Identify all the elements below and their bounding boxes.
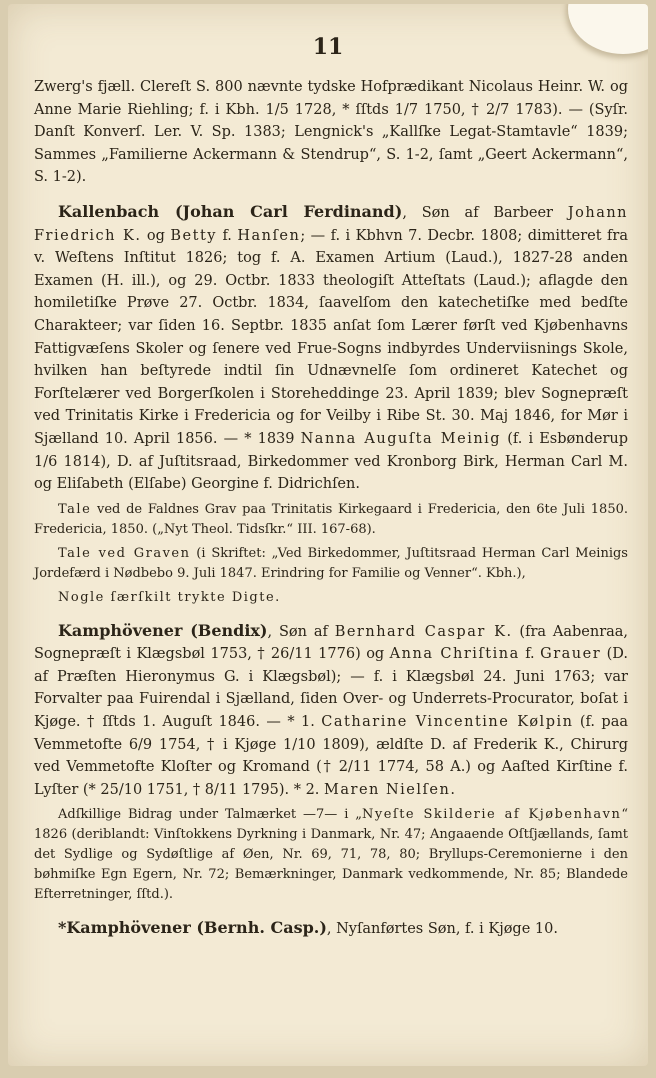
text-run: , Søn af <box>267 623 335 640</box>
note-paragraph <box>34 500 628 540</box>
text-run: (f. i Esbønderup 1/6 1814), D. af Juſtitsraad, Birkedommer ved Kronborg Birk, Herman Carl M. og Eliſabeth (Elſabe) Georgine f. Didrichſen. <box>34 430 628 493</box>
spaced-name: Anna Chriſtina <box>389 646 520 663</box>
text-run: Adſkillige Bidrag under Talmærket —7— i „ <box>58 807 362 823</box>
text-run: f. <box>216 227 238 244</box>
spaced-name: Bernhard Caspar K. <box>334 623 513 640</box>
page-number: 11 <box>312 34 344 60</box>
text-run: . <box>450 781 455 798</box>
book-page <box>8 4 648 1066</box>
text-run: , Nyſanførtes Søn, f. i Kjøge 10. <box>326 921 558 938</box>
text-run: (D. af Præſten Hieronymus G. i Klægsbøl); — f. i Klægsbøl 24. Juni 1763; var Forvalter paa Fuirendal i Sjælland, ſiden Over- og Underrets-Procurator, boſat i Kjøge. † ſſtds 1. Auguſt 1846. — * 1. <box>34 646 628 731</box>
text-run: (fra Aabenraa, Sognepræſt i Klægsbøl 1753, † 26/11 1776) og <box>34 623 629 663</box>
note-paragraph <box>34 588 628 608</box>
page-text <box>34 76 628 941</box>
spaced-name: Catharine Vincentine Kølpin <box>321 714 574 731</box>
text-run: Zwerg's fjæll. Clereſt S. 800 nævnte tydske Hofprædikant Nicolaus Heinr. W. og Anne Marie Riehling; f. i Kbh. 1/5 1728, * ſſtds 1/7 1750, † 2/7 1783). — (Syſr. Danſt Konverſ. Ler. V. Sp. 1383; Lengnick's „Kallſke Legat-Stamtavle“ 1839; Sammes „Familierne Ackermann & Stendrup“, S. 1-2, ſamt „Geert Ackermann“, S. 1-2). <box>34 79 628 186</box>
entry-heading: *Kamphövener (Bernh. Casp.) <box>58 918 327 938</box>
note-paragraph <box>34 805 628 905</box>
spaced-name: Nanna Auguſta Meinig <box>300 430 502 447</box>
spaced-name: Grauer <box>540 646 602 663</box>
text-paragraph <box>34 76 628 189</box>
spaced-name: Johann Friedrich K. <box>34 204 629 244</box>
spaced-name: Betty <box>170 227 217 244</box>
entry-paragraph <box>34 917 628 941</box>
text-run: (i Skriftet: „Ved Birkedommer, Juſtitsraad Herman Carl Meinigs Jordefærd i Nødbebo 9. Juli 1847. Erindring for Familie og Venner“. Kbh.), <box>34 545 628 581</box>
spaced-name: Tale ved Graven <box>58 545 191 561</box>
entry-paragraph <box>34 620 628 802</box>
text-run: , Søn af Barbeer <box>402 204 568 221</box>
entry-heading: Kallenbach (Johan Carl Ferdinand) <box>58 201 403 221</box>
spaced-name: Nyeſte Skilderie af Kjøbenhavn <box>361 807 622 823</box>
spaced-name: Maren Nielſen <box>324 781 451 798</box>
text-run: og <box>141 227 171 244</box>
text-run: ; — f. i Kbhvn 7. Decbr. 1808; dimitteret fra v. Weſtens Inſtitut 1826; tog f. A. Examen Artium (Laud.), 1827-28 anden Examen (H. ill.), og 29. Octbr. 1833 theologiſt Atteſtats (Laud.); aflagde den homiletiſke Prøve 27. Octbr. 1834, ſaavelſom den katechetiſke med bedſte Charakteer; var ſiden 16. Septbr. 1835 anſat ſom Lærer førſt ved Kjøbenhavns Fattigvæſens Skoler og ſenere ved Frue-Sogns indbyrdes Underviisnings Skole, hvilken han beſtyrede indtil ſin Udnævnelſe ſom ordineret Katechet og Forſtelærer ved Borgerſkolen i Storeheddinge 23. April 1839; blev Sognepræſt ved Trinitatis Kirke i Fredericia og for Veilby i Ribe St. 30. Maj 1846, for Mør i Sjælland 10. April 1856. — * 1839 <box>34 227 628 447</box>
spaced-name: Hanſen <box>237 227 301 244</box>
note-paragraph <box>34 544 628 584</box>
spaced-name: Nogle ſærſkilt trykte Digte. <box>58 589 281 605</box>
entry-paragraph <box>34 201 628 496</box>
text-run: “ 1826 (deriblandt: Vinſtokkens Dyrkning i Danmark, Nr. 47; Angaaende Oſtſjællands, ſamt det Sydlige og Sydøſtlige af Øen, Nr. 69, 71, 78, 80; Bryllups-Ceremonierne i den bøhmiſke Egn Egern, Nr. 72; Bemærkninger, Danmark vedkommende, Nr. 85; Blandede Efterretninger, ſſtd.). <box>34 807 628 903</box>
text-run: ved de Faldnes Grav paa Trinitatis Kirkegaard i Fredericia, den 6te Juli 1850. Fredericia, 1850. („Nyt Theol. Tidsſkr.“ III. 167-68). <box>34 501 628 537</box>
spaced-name: Tale <box>58 501 92 517</box>
text-run: f. <box>519 646 541 663</box>
text-run: (f. paa Vemmetofte 6/9 1754, † i Kjøge 1/10 1809), ældſte D. af Frederik K., Chirurg ved Vemmetofte Kloſter og Kromand († 2/11 1774, 58 A.) og Aaſted Kirſtine f. Lyſter (* 25/10 1751, † 8/11 1795). * 2. <box>34 714 629 798</box>
entry-heading: Kamphövener (Bendix) <box>58 620 268 640</box>
